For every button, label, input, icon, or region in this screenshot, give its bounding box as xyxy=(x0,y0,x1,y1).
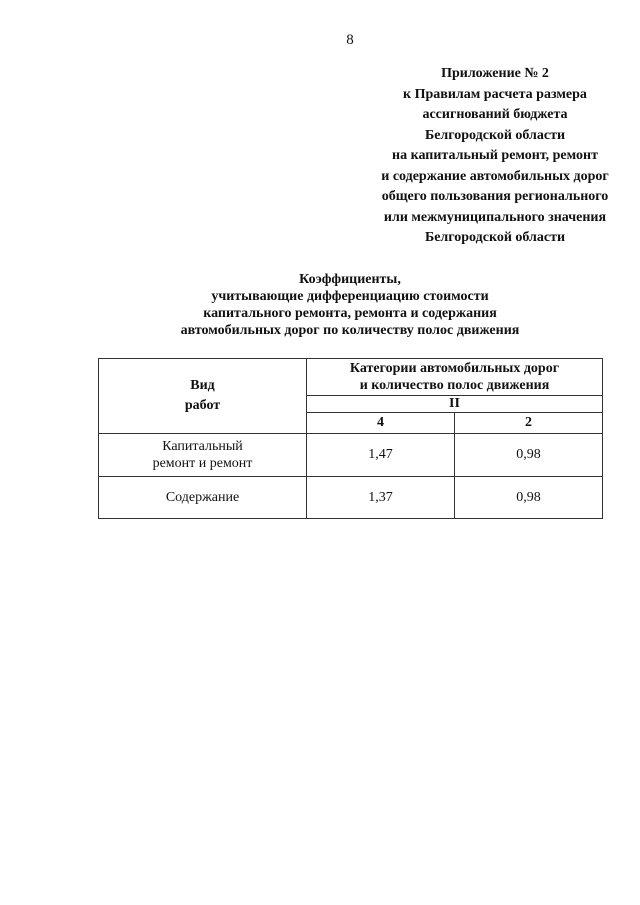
row-label-line1: Содержание xyxy=(165,490,240,505)
appendix-line: к Правилам расчета размера xyxy=(403,86,587,102)
appendix-line: на капитальный ремонт, ремонт xyxy=(392,148,598,163)
appendix-line: общего пользования регионального xyxy=(381,189,609,204)
table-row xyxy=(99,434,603,477)
header-category xyxy=(307,359,603,396)
value-cell: 0,98 xyxy=(454,434,602,477)
table-row xyxy=(99,477,603,519)
header-category-line1: Категории автомобильных дорог xyxy=(349,361,560,376)
coefficients-table xyxy=(98,358,603,519)
row-label xyxy=(99,434,307,477)
appendix-line: и содержание автомобильных дорог xyxy=(381,168,609,184)
document-title xyxy=(0,271,640,339)
header-work-type xyxy=(99,359,307,434)
title-line: автомобильных дорог по количеству полос движения xyxy=(180,323,520,338)
title-line: Коэффициенты, xyxy=(299,272,401,287)
row-label-line2: ремонт и ремонт xyxy=(152,456,253,471)
appendix-line: Приложение № 2 xyxy=(441,66,549,81)
header-road-category: II xyxy=(307,396,603,413)
header-lanes-2: 2 xyxy=(454,413,602,434)
title-line: капитального ремонта, ремонта и содержания xyxy=(203,306,497,321)
row-label-line1: Капитальный xyxy=(162,439,243,454)
title-line: учитывающие дифференциацию стоимости xyxy=(211,289,489,304)
header-lanes-4: 4 xyxy=(307,413,455,434)
page-number: 8 xyxy=(346,32,354,48)
appendix-line: Белгородской области xyxy=(424,127,566,143)
appendix-line: Белгородской области xyxy=(424,230,566,245)
appendix-line: ассигнований бюджета xyxy=(422,107,568,122)
header-category-line2: и количество полос движения xyxy=(359,378,550,393)
value-cell: 0,98 xyxy=(454,477,602,519)
value-cell: 1,47 xyxy=(307,434,455,477)
row-label xyxy=(99,477,307,519)
appendix-heading xyxy=(330,64,640,249)
value-cell: 1,37 xyxy=(307,477,455,519)
header-work-type-line1: Вид xyxy=(190,378,215,393)
header-work-type-line2: работ xyxy=(184,398,221,413)
appendix-line: или межмуниципального значения xyxy=(383,209,607,225)
